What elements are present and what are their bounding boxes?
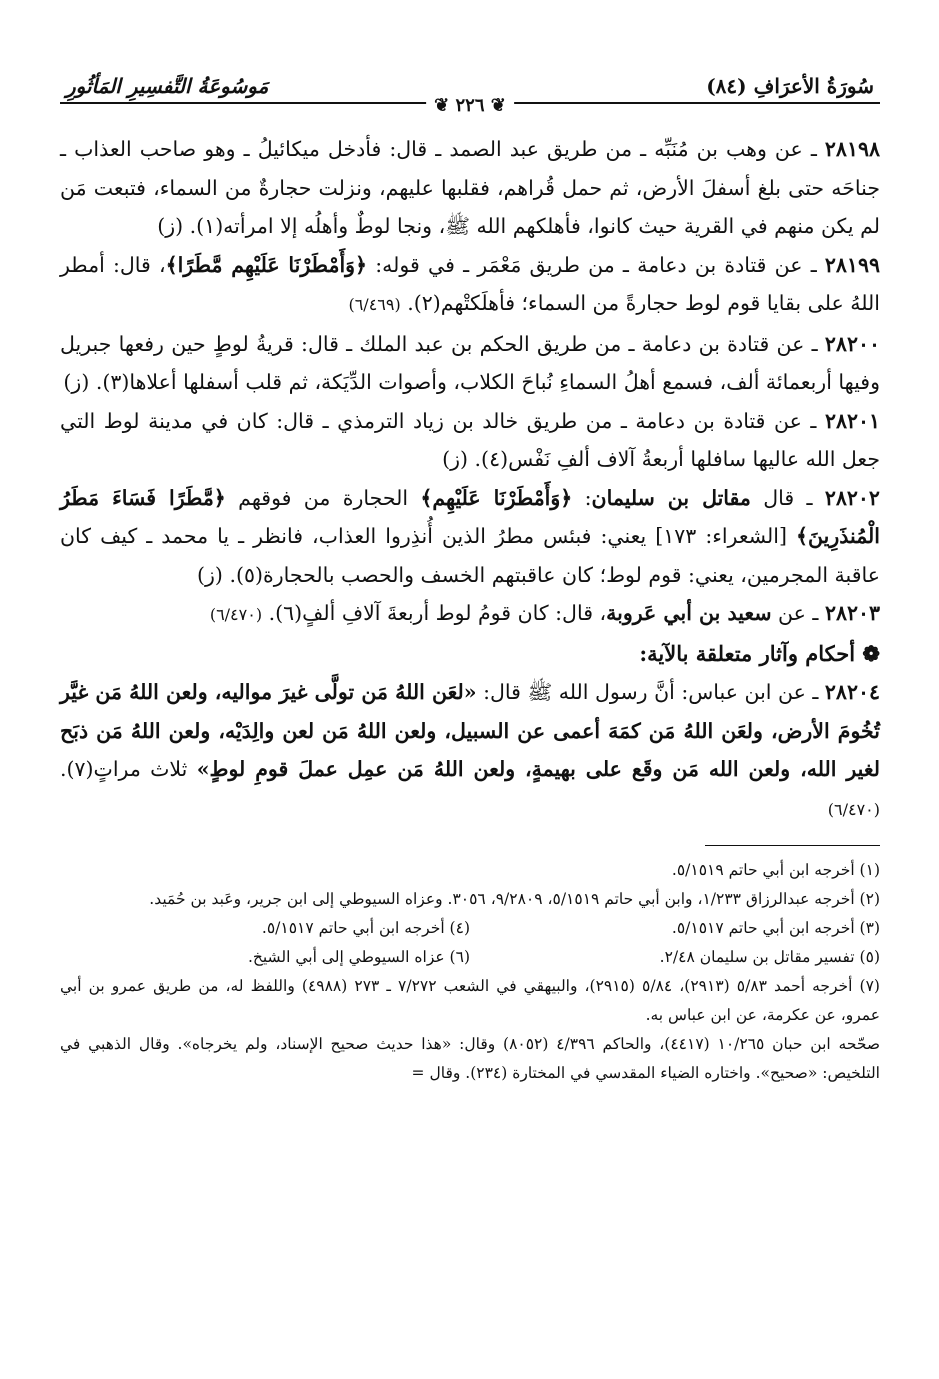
entry-text-cont: ، قال: أمطر اللهُ على بقايا قوم لوط حجارةً من السماء؛ فأهلَكتْهم(٢). [60, 252, 880, 315]
entry-text: [الشعراء: ١٧٣] يعني: فبئس مطرُ الذين أُنذِروا العذاب، فانظر ـ يا محمد ـ كيف كان عاقبة المجرمين، يعني: قوم لوط؛ كان عاقبتهم الخسف والحصب بالحجارة(٥). (ز) [60, 524, 880, 587]
quran-quote: ﴿مَّطَرًا فَسَاءَ مَطَرُ الْمُنذَرِينَ﴾ [60, 485, 880, 548]
entry-number: ٢٨٢٠٤ [824, 680, 880, 704]
footnote-4: (٤) أخرجه ابن أبي حاتم ٥/١٥١٧. [261, 919, 470, 937]
entry-28201 [60, 402, 880, 479]
page-header [60, 52, 880, 116]
entry-number: ٢٨٢٠٣ [824, 601, 880, 625]
entry-28198 [60, 130, 880, 246]
footnote-6: (٦) عزاه السيوطي إلى أبي الشيخ. [247, 948, 470, 966]
page-number: ❦ ٢٢٦ ❦ [426, 95, 514, 116]
footnote-2: (٢) أخرجه عبدالرزاق ١/٢٣٣، وابن أبي حاتم ٥/١٥١٩، ٩/٢٨٠٩، ٣٠٥٦. وعزاه السيوطي إلى ابن جرير، وعَبد بن حُمَيد. [149, 890, 880, 908]
entry-28199 [60, 246, 880, 325]
entry-post: ثلاث مراتٍ(٧). [60, 757, 188, 781]
entry-number: ٢٨٢٠١ [824, 408, 880, 433]
footnote-3: (٣) أخرجه ابن أبي حاتم ٥/١٥١٧. [671, 919, 880, 937]
footnote-1: (١) أخرجه ابن أبي حاتم ٥/١٥١٩. [671, 861, 880, 879]
quran-quote: ﴿وَأَمْطَرْنَا عَلَيْهِم مَّطَرًا﴾ [165, 252, 368, 277]
footnote-5: (٥) تفسير مقاتل بن سليمان ٢/٤٨. [659, 948, 880, 966]
page [60, 52, 880, 1088]
entry-28202: ٢٨٢٠٢ ـ قال مقاتل بن سليمان: ﴿وَأَمْطَرْنَا عَلَيْهِم﴾ الحجارة من فوقهم ﴿مَّطَرًا فَسَاءَ مَطَرُ الْمُنذَرِينَ﴾ [الشعراء: ١٧٣] يعني: فبئس مطرُ الذين أُنذِروا العذاب، فانظر ـ يا محمد ـ كيف كان عاقبة المجرمين، يعني: قوم لوط؛ كان عاقبتهم الخسف والحصب بالحجارة(٥). (ز) [60, 485, 880, 587]
entry-number: ٢٨٢٠٠ [824, 331, 880, 356]
entry-28204 [60, 673, 880, 829]
quran-quote: ﴿وَأَمْطَرْنَا عَلَيْهِم﴾ [420, 485, 573, 510]
entry-text: ، قال: كان قومُ لوط أربعةَ آلافِ ألفٍ(٦). [268, 601, 607, 625]
footnotes [60, 856, 880, 1088]
entry-number: ٢٨٢٠٢ [824, 485, 880, 510]
entry-text: ـ عن قتادة بن دعامة ـ من طريق خالد بن زياد الترمذي ـ قال: كان في مدينة لوط التي جعل الله عاليها سافلها أربعةُ آلاف ألفِ نَفْس(٤). (ز) [60, 408, 880, 471]
entry-28200 [60, 325, 880, 402]
surah-title: سُورَةُ الأعرَافِ (٨٤) [706, 74, 874, 98]
entry-text: ـ عن وهب بن مُنَبِّه ـ من طريق عبد الصمد ـ قال: فأدخل ميكائيلُ ـ وهو صاحب العذاب ـ جناحَه حتى بلغ أسفلَ الأرض، ثم حمل قُراهم، فقلبها عليهم، ونزلت حجارةٌ من السماء، فتبعت مَن لم يكن منهم في القرية حيث كانوا، فأهلكهم الله ﷺ، ونجا لوطٌ وأهلُه إلا امرأته(١). (ز) [60, 137, 880, 238]
entry-pre: ـ قال [763, 485, 813, 510]
footnote-7-continued: صحّحه ابن حبان ١٠/٢٦٥ (٤٤١٧)، والحاكم ٤/٣٩٦ (٨٠٥٢) وقال: «هذا حديث صحيح الإسناد، ولم يخرجاه». وقال الذهبي في التلخيص: «صحيح». واختاره الضياء المقدسي في المختارة (٢٣٤). وقال = [60, 1035, 880, 1082]
footnote-7: (٧) أخرجه أحمد ٥/٨٣ (٢٩١٣)، ٥/٨٤ (٢٩١٥)، والبيهقي في الشعب ٧/٢٧٢ ـ ٢٧٣ (٤٩٨٨) واللفظ له، من طريق عمرو بن أبي عمرو، عن عكرمة، عن ابن عباس به. [60, 977, 880, 1024]
entry-pre: ـ عن ابن عباس: أنَّ رسول الله ﷺ قال: [483, 680, 819, 704]
footnote-row [60, 914, 880, 943]
entry-mid: الحجارة من فوقهم [238, 485, 409, 510]
narrator: مقاتل بن سليمان [591, 485, 751, 510]
footnote-divider [705, 845, 880, 846]
entry-pre: ـ عن [778, 601, 819, 625]
volume-ref: (٦/٤٧٠) [827, 799, 880, 819]
entry-text: ـ عن قتادة بن دعامة ـ من طريق الحكم بن عبد الملك ـ قال: قريةُ لوطٍ حين رفعها جبريل وفيها أربعمائة ألف، فسمع أهلُ السماءِ نُباحَ الكلاب، وأصوات الدِّيَكة، ثم قلب أسفلها أعلاها(٣). (ز) [60, 331, 880, 394]
entry-text: ـ عن قتادة بن دعامة ـ من طريق مَعْمَر ـ في قوله: [375, 252, 817, 277]
narrator: سعيد بن أبي عَروبة [606, 601, 772, 625]
footnote-row [60, 943, 880, 972]
entry-number: ٢٨١٩٨ [824, 137, 880, 161]
hadith-text: «لعَن اللهُ مَن تولَّى غيرَ مواليه، ولعن اللهُ مَن غيَّر تُخُومَ الأرض، ولعَن اللهُ مَن كمَهَ أعمى عن السبيل، ولعن اللهُ مَن لعن والِدَيْه، ولعن اللهُ مَن ذبَح لغير الله، ولعن الله مَن وقَع على بهيمةٍ، ولعن اللهُ مَن عمِل عملَ قومِ لوطٍ» [60, 680, 880, 781]
section-heading: ❁ أحكام وآثار متعلقة بالآية: [639, 640, 880, 666]
volume-ref: (٦/٤٦٩) [348, 295, 401, 314]
main-text [60, 130, 880, 829]
entry-number: ٢٨١٩٩ [824, 252, 880, 277]
volume-ref: (٦/٤٧٠) [209, 605, 263, 624]
entry-28203 [60, 594, 880, 635]
book-title: مَوسُوعَةُ التَّفسِيرِ المَأثُورِ [66, 74, 269, 98]
